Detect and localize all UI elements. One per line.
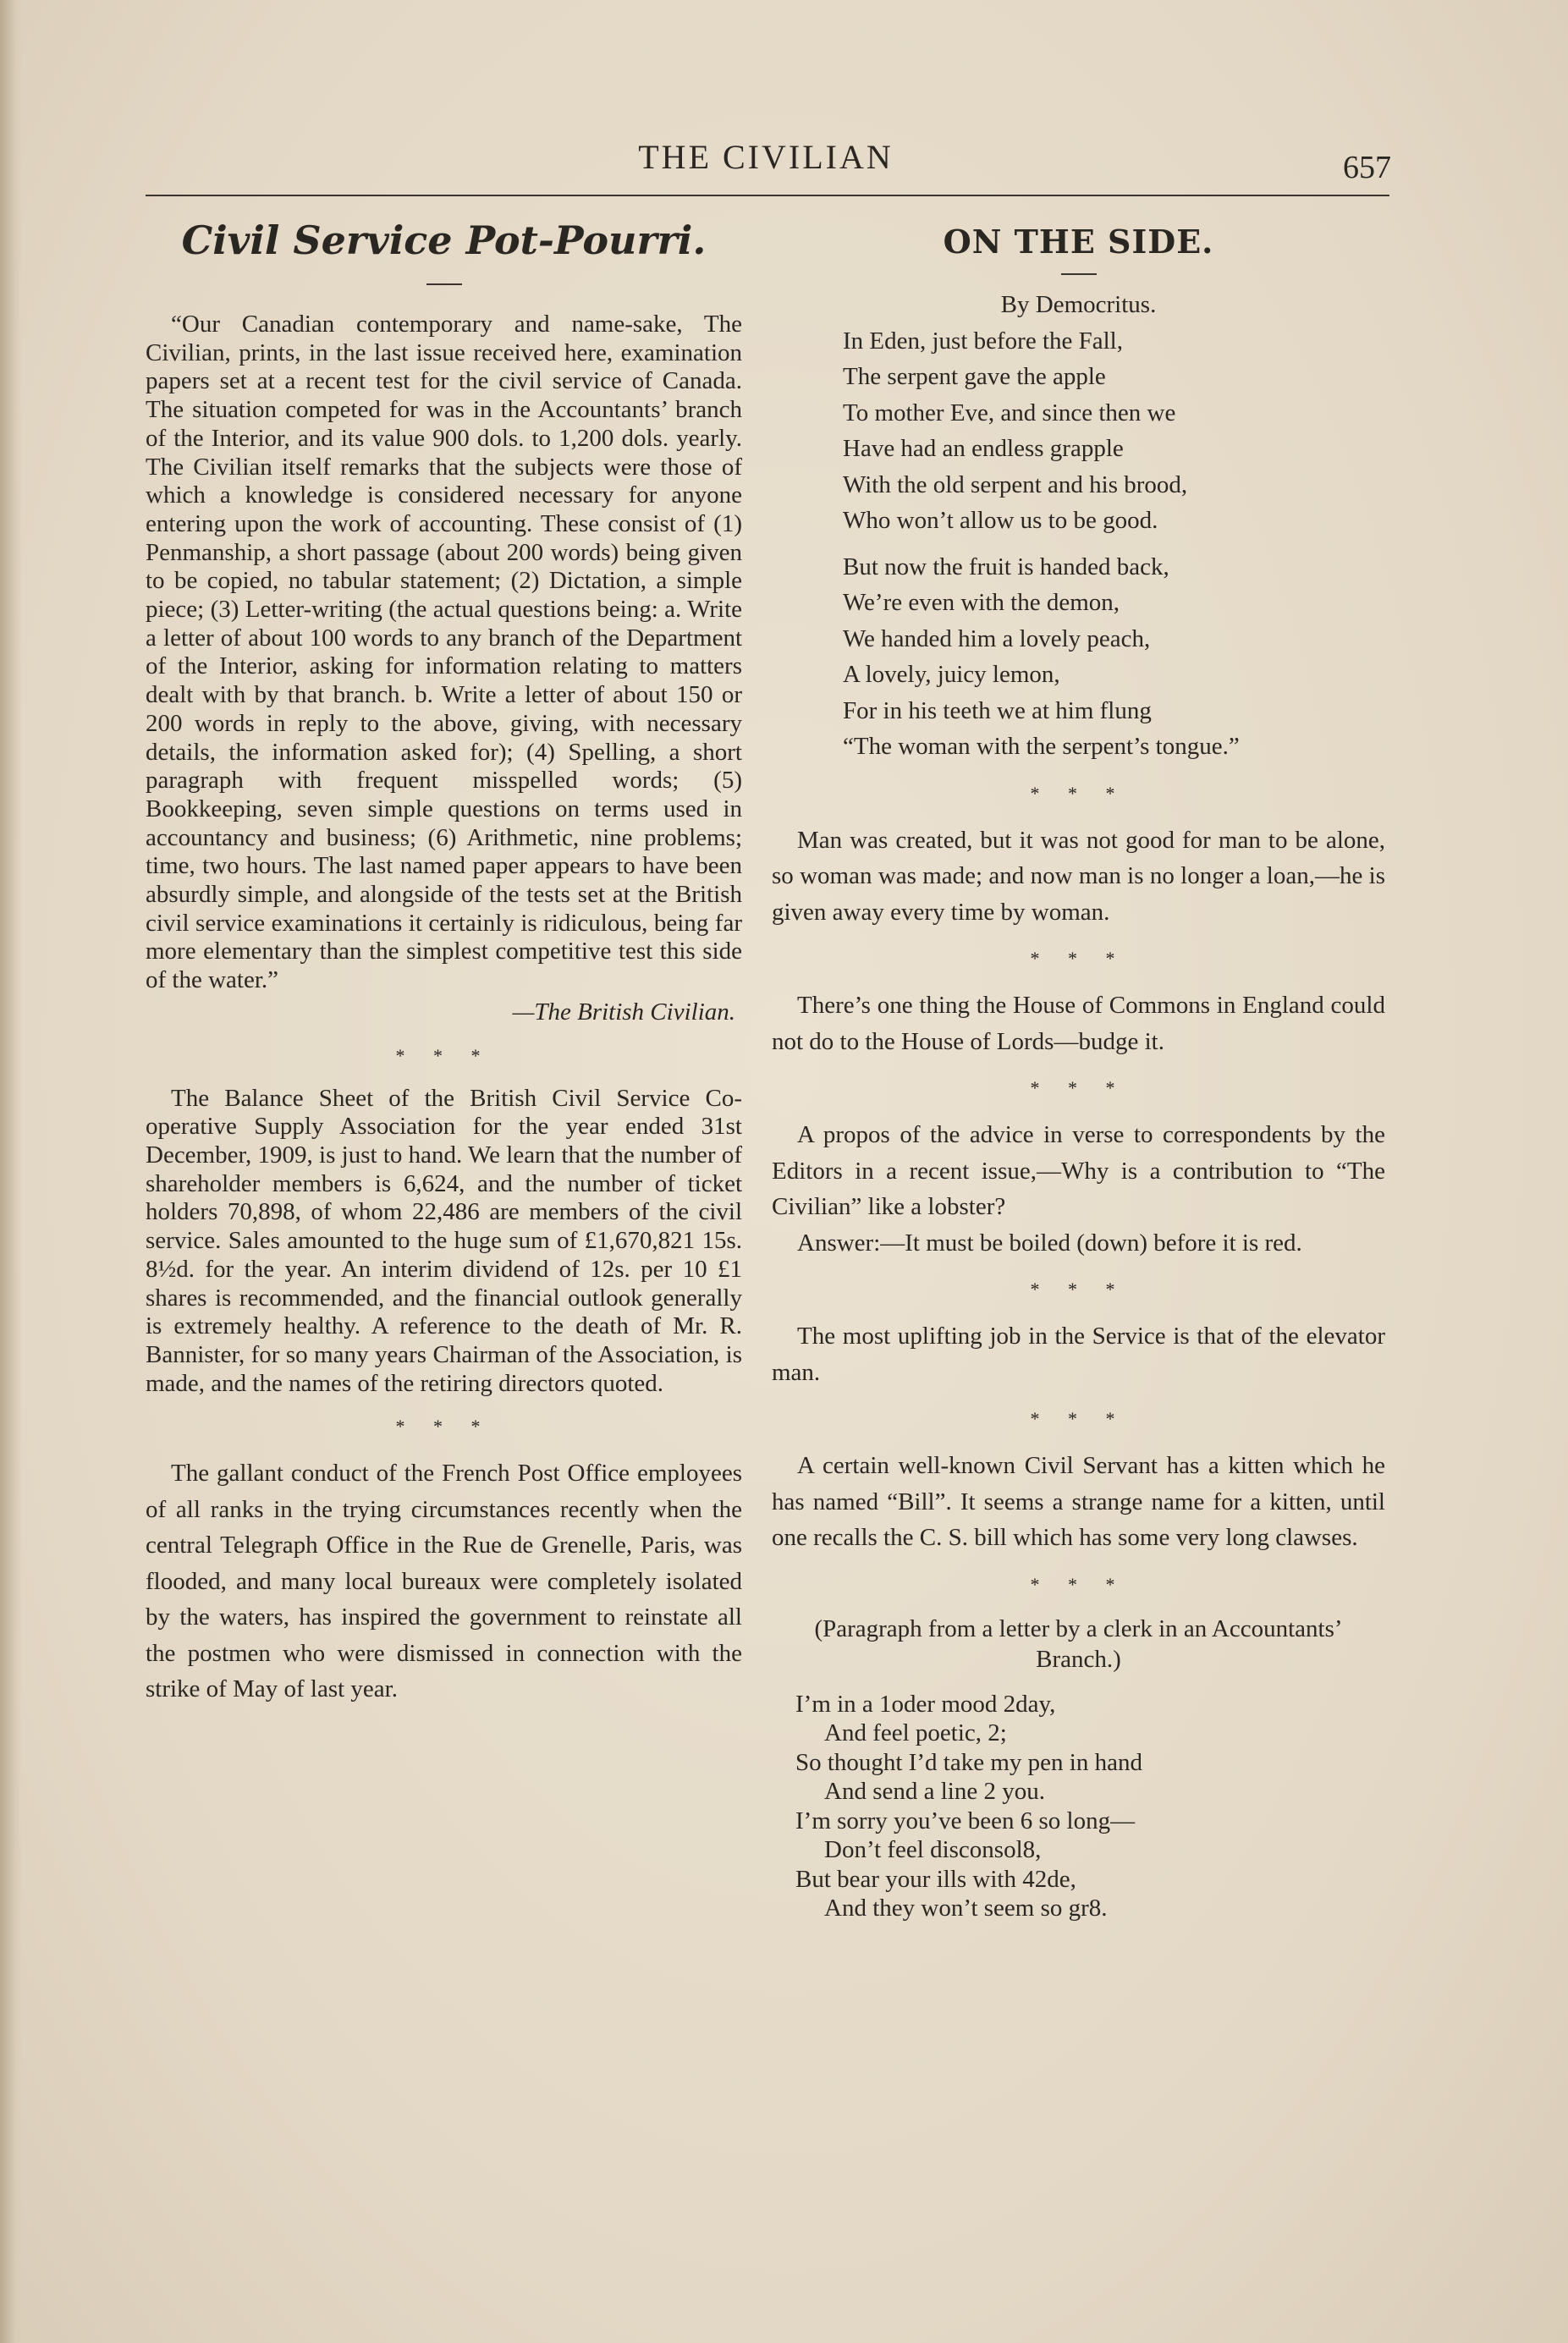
section-separator-stars: * * * — [1030, 1077, 1127, 1098]
paragraph-balance-sheet: The Balance Sheet of the British Civil Service Co-operative Supply Association for the year ended 31st December, 1909, is just to hand. We learn that the number of shareholder members is 6,624, and the number of ticket holders 70,898, of whom 22,486 are members of the civil service. Sales amounted to the huge sum of £1,670,821 15s. 8½d. for the year. An interim dividend of 12s. per 10 £1 shares is recommended, and the financial outlook generally is extremely healthy. A reference to the death of Mr. R. Bannister, for so many years Chairman of the Association, is made, and the names of the retiring directors quoted. — [146, 1084, 742, 1397]
jingle-line: So thought I’d take my pen in hand — [795, 1748, 1142, 1776]
poem-line: A lovely, juicy lemon, — [843, 661, 1060, 688]
stanza-gap — [772, 539, 1385, 549]
poem-line: We’re even with the demon, — [843, 589, 1120, 616]
article-title-pot-pourri: Civil Service Pot-Pourri. — [181, 217, 707, 263]
running-title: THE CIVILIAN — [638, 138, 894, 176]
paragraph-man-created: Man was created, but it was not good for man to be alone, so woman was made; and now man is no longer a loan,—he is given away every time by woman. — [772, 826, 1385, 926]
poem-line: But now the fruit is handed back, — [843, 553, 1169, 580]
jingle-line: I’m in a 1oder mood 2day, — [795, 1690, 1056, 1718]
binding-edge — [0, 0, 22, 2343]
poem-line: With the old serpent and his brood, — [843, 470, 1188, 498]
numeric-jingle — [772, 1690, 1385, 1923]
paragraph-answer: Answer:—It must be boiled (down) before it is red. — [797, 1229, 1302, 1257]
section-separator-stars: * * * — [1030, 1408, 1127, 1429]
running-head — [144, 137, 1391, 188]
article-title-on-the-side: ON THE SIDE. — [943, 223, 1214, 261]
paragraph-canadian-contemporary: “Our Canadian contemporary and name-sake, The Civilian, prints, in the last issue received here, examination papers set at a recent test for the civil service of Canada. The situation competed for was in the Accountants’ branch of the Interior, and its value 900 dols. to 1,200 dols. yearly. The Civilian itself remarks that the subjects were those of which a knowledge is considered necessary for anyone entering upon the work of accounting. These consist of (1) Penmanship, a short passage (about 200 words) being given to be copied, no tabular statement; (2) Dictation, a simple piece; (3) Letter-writing (the actual questions being: a. Write a letter of about 100 words to any branch of the Department of the Interior, asking for information relating to matters dealt with by that branch. b. Write a letter of about 150 or 200 words in reply to the above, giving, with necessary details, the information asked for); (4) Spelling, a short paragraph with frequent misspelled words; (5) Bookkeeping, seven simple questions on terms used in accountancy and business; (6) Arithmetic, nine problems; time, two hours. The last named paper appears to have been absurdly simple, and alongside of the tests set at the British civil service examinations it certainly is ridiculous, being far more elementary than the simplest competitive test this side of the water.” — [146, 311, 742, 994]
poem-line: To mother Eve, and since then we — [843, 399, 1176, 426]
poem-line: The serpent gave the apple — [843, 363, 1106, 390]
poem-line: We handed him a lovely peach, — [843, 624, 1151, 652]
paragraph-elevator-man: The most uplifting job in the Service is that of the elevator man. — [772, 1323, 1385, 1386]
right-column — [772, 207, 1385, 1923]
title-divider — [1061, 273, 1097, 275]
jingle-line: But bear your ills with 42de, — [795, 1865, 1076, 1893]
poem-line: For in his teeth we at him flung — [843, 696, 1152, 724]
poem-line: Have had an endless grapple — [843, 435, 1124, 462]
attribution-british-civilian: —The British Civilian. — [512, 998, 735, 1026]
poem-stanza-1 — [772, 323, 1385, 539]
poem-line: In Eden, just before the Fall, — [843, 327, 1123, 355]
section-separator-stars: * * * — [1030, 1573, 1127, 1595]
section-separator-stars: * * * — [1030, 782, 1127, 804]
left-column — [146, 207, 742, 1708]
poem-line: Who won’t allow us to be good. — [843, 507, 1158, 534]
jingle-line: And they won’t seem so gr8. — [824, 1895, 1108, 1922]
paragraph-house-of-commons: There’s one thing the House of Commons in England could not do to the House of Lords—budge it. — [772, 992, 1385, 1055]
paragraph-kitten-bill: A certain well-known Civil Servant has a kitten which he has named “Bill”. It seems a strange name for a kitten, until one recalls the C. S. bill which has some very long clawses. — [772, 1452, 1385, 1551]
section-separator-stars: * * * — [395, 1416, 492, 1438]
page-number: 657 — [1343, 150, 1391, 185]
paragraph-apropos-lobster: A propos of the advice in verse to correspondents by the Editors in a recent issue,—Why is a contribution to “The Civilian” like a lobster? — [772, 1121, 1385, 1220]
poem-stanza-2 — [772, 549, 1385, 765]
jingle-line: And send a line 2 you. — [824, 1778, 1045, 1805]
jingle-line: Don’t feel disconsol8, — [824, 1836, 1042, 1863]
header-rule — [146, 195, 1389, 196]
jingle-line: I’m sorry you’ve been 6 so long— — [795, 1807, 1136, 1834]
section-separator-stars: * * * — [1030, 948, 1127, 969]
paragraph-french-post-office: The gallant conduct of the French Post Office employees of all ranks in the trying circumstances recently when the central Telegraph Office in the Rue de Grenelle, Paris, was flooded, and many local bureaux were completely isolated by the waters, has inspired the government to reinstate all the postmen who were dismissed in connection with the strike of May of last year. — [146, 1460, 742, 1703]
section-separator-stars: * * * — [395, 1044, 492, 1066]
section-separator-stars: * * * — [1030, 1279, 1127, 1300]
jingle-line: And feel poetic, 2; — [824, 1719, 1007, 1746]
title-divider — [426, 283, 462, 285]
byline: By Democritus. — [1000, 291, 1157, 318]
paragraph-letter-intro: (Paragraph from a letter by a clerk in an Accountants’ Branch.) — [814, 1614, 1343, 1673]
poem-line: “The woman with the serpent’s tongue.” — [843, 733, 1240, 760]
